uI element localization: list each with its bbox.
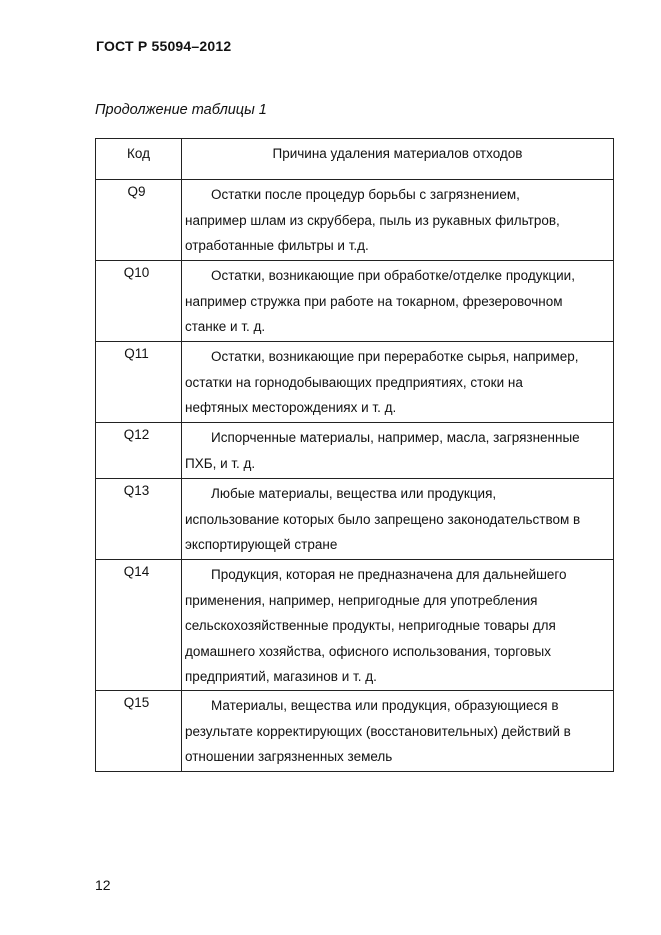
row-reason-cell [182, 342, 614, 423]
table-row [96, 691, 614, 772]
document-header: ГОСТ Р 55094–2012 [96, 38, 232, 54]
row-reason: Продукция, которая не предназначена для дальнейшего применения, например, непригодные для употребления сельскохозяйственные продукты, непригодные товары для домашнего хозяйства, офисного использования, торговых предприятий, магазинов и т. д. [185, 567, 567, 684]
table-row [96, 180, 614, 261]
row-reason-cell [182, 479, 614, 560]
row-reason: Испорченные материалы, например, масла, загрязненные ПХБ, и т. д. [185, 430, 580, 471]
row-code: Q9 [96, 180, 182, 261]
table-row [96, 560, 614, 691]
table-row [96, 342, 614, 423]
row-code: Q10 [96, 261, 182, 342]
page-number: 12 [95, 877, 111, 893]
table-row [96, 479, 614, 560]
table-row [96, 261, 614, 342]
row-code: Q13 [96, 479, 182, 560]
row-reason-cell [182, 180, 614, 261]
row-code: Q11 [96, 342, 182, 423]
row-reason: Остатки после процедур борьбы с загрязнением, например шлам из скруббера, пыль из рукавных фильтров, отработанные фильтры и т.д. [185, 187, 560, 253]
row-reason-cell [182, 261, 614, 342]
row-reason-cell [182, 691, 614, 772]
row-reason-cell [182, 560, 614, 691]
row-reason: Материалы, вещества или продукция, образующиеся в результате корректирующих (восстановительных) действий в отношении загрязненных земель [185, 698, 571, 764]
row-reason: Любые материалы, вещества или продукция, использование которых было запрещено законодательством в экспортирующей стране [185, 486, 581, 552]
row-reason: Остатки, возникающие при обработке/отделке продукции, например стружка при работе на токарном, фрезеровочном станке и т. д. [185, 268, 575, 334]
table-header-row [96, 139, 614, 180]
table-caption: Продолжение таблицы 1 [95, 102, 267, 118]
column-header-code: Код [96, 139, 182, 180]
row-reason-cell [182, 423, 614, 479]
row-code: Q15 [96, 691, 182, 772]
row-code: Q14 [96, 560, 182, 691]
table-row [96, 423, 614, 479]
waste-reasons-table [95, 138, 614, 772]
column-header-reason: Причина удаления материалов отходов [182, 139, 614, 180]
row-code: Q12 [96, 423, 182, 479]
row-reason: Остатки, возникающие при переработке сырья, например, остатки на горнодобывающих предприятиях, стоки на нефтяных месторождениях и т. д. [185, 349, 579, 415]
